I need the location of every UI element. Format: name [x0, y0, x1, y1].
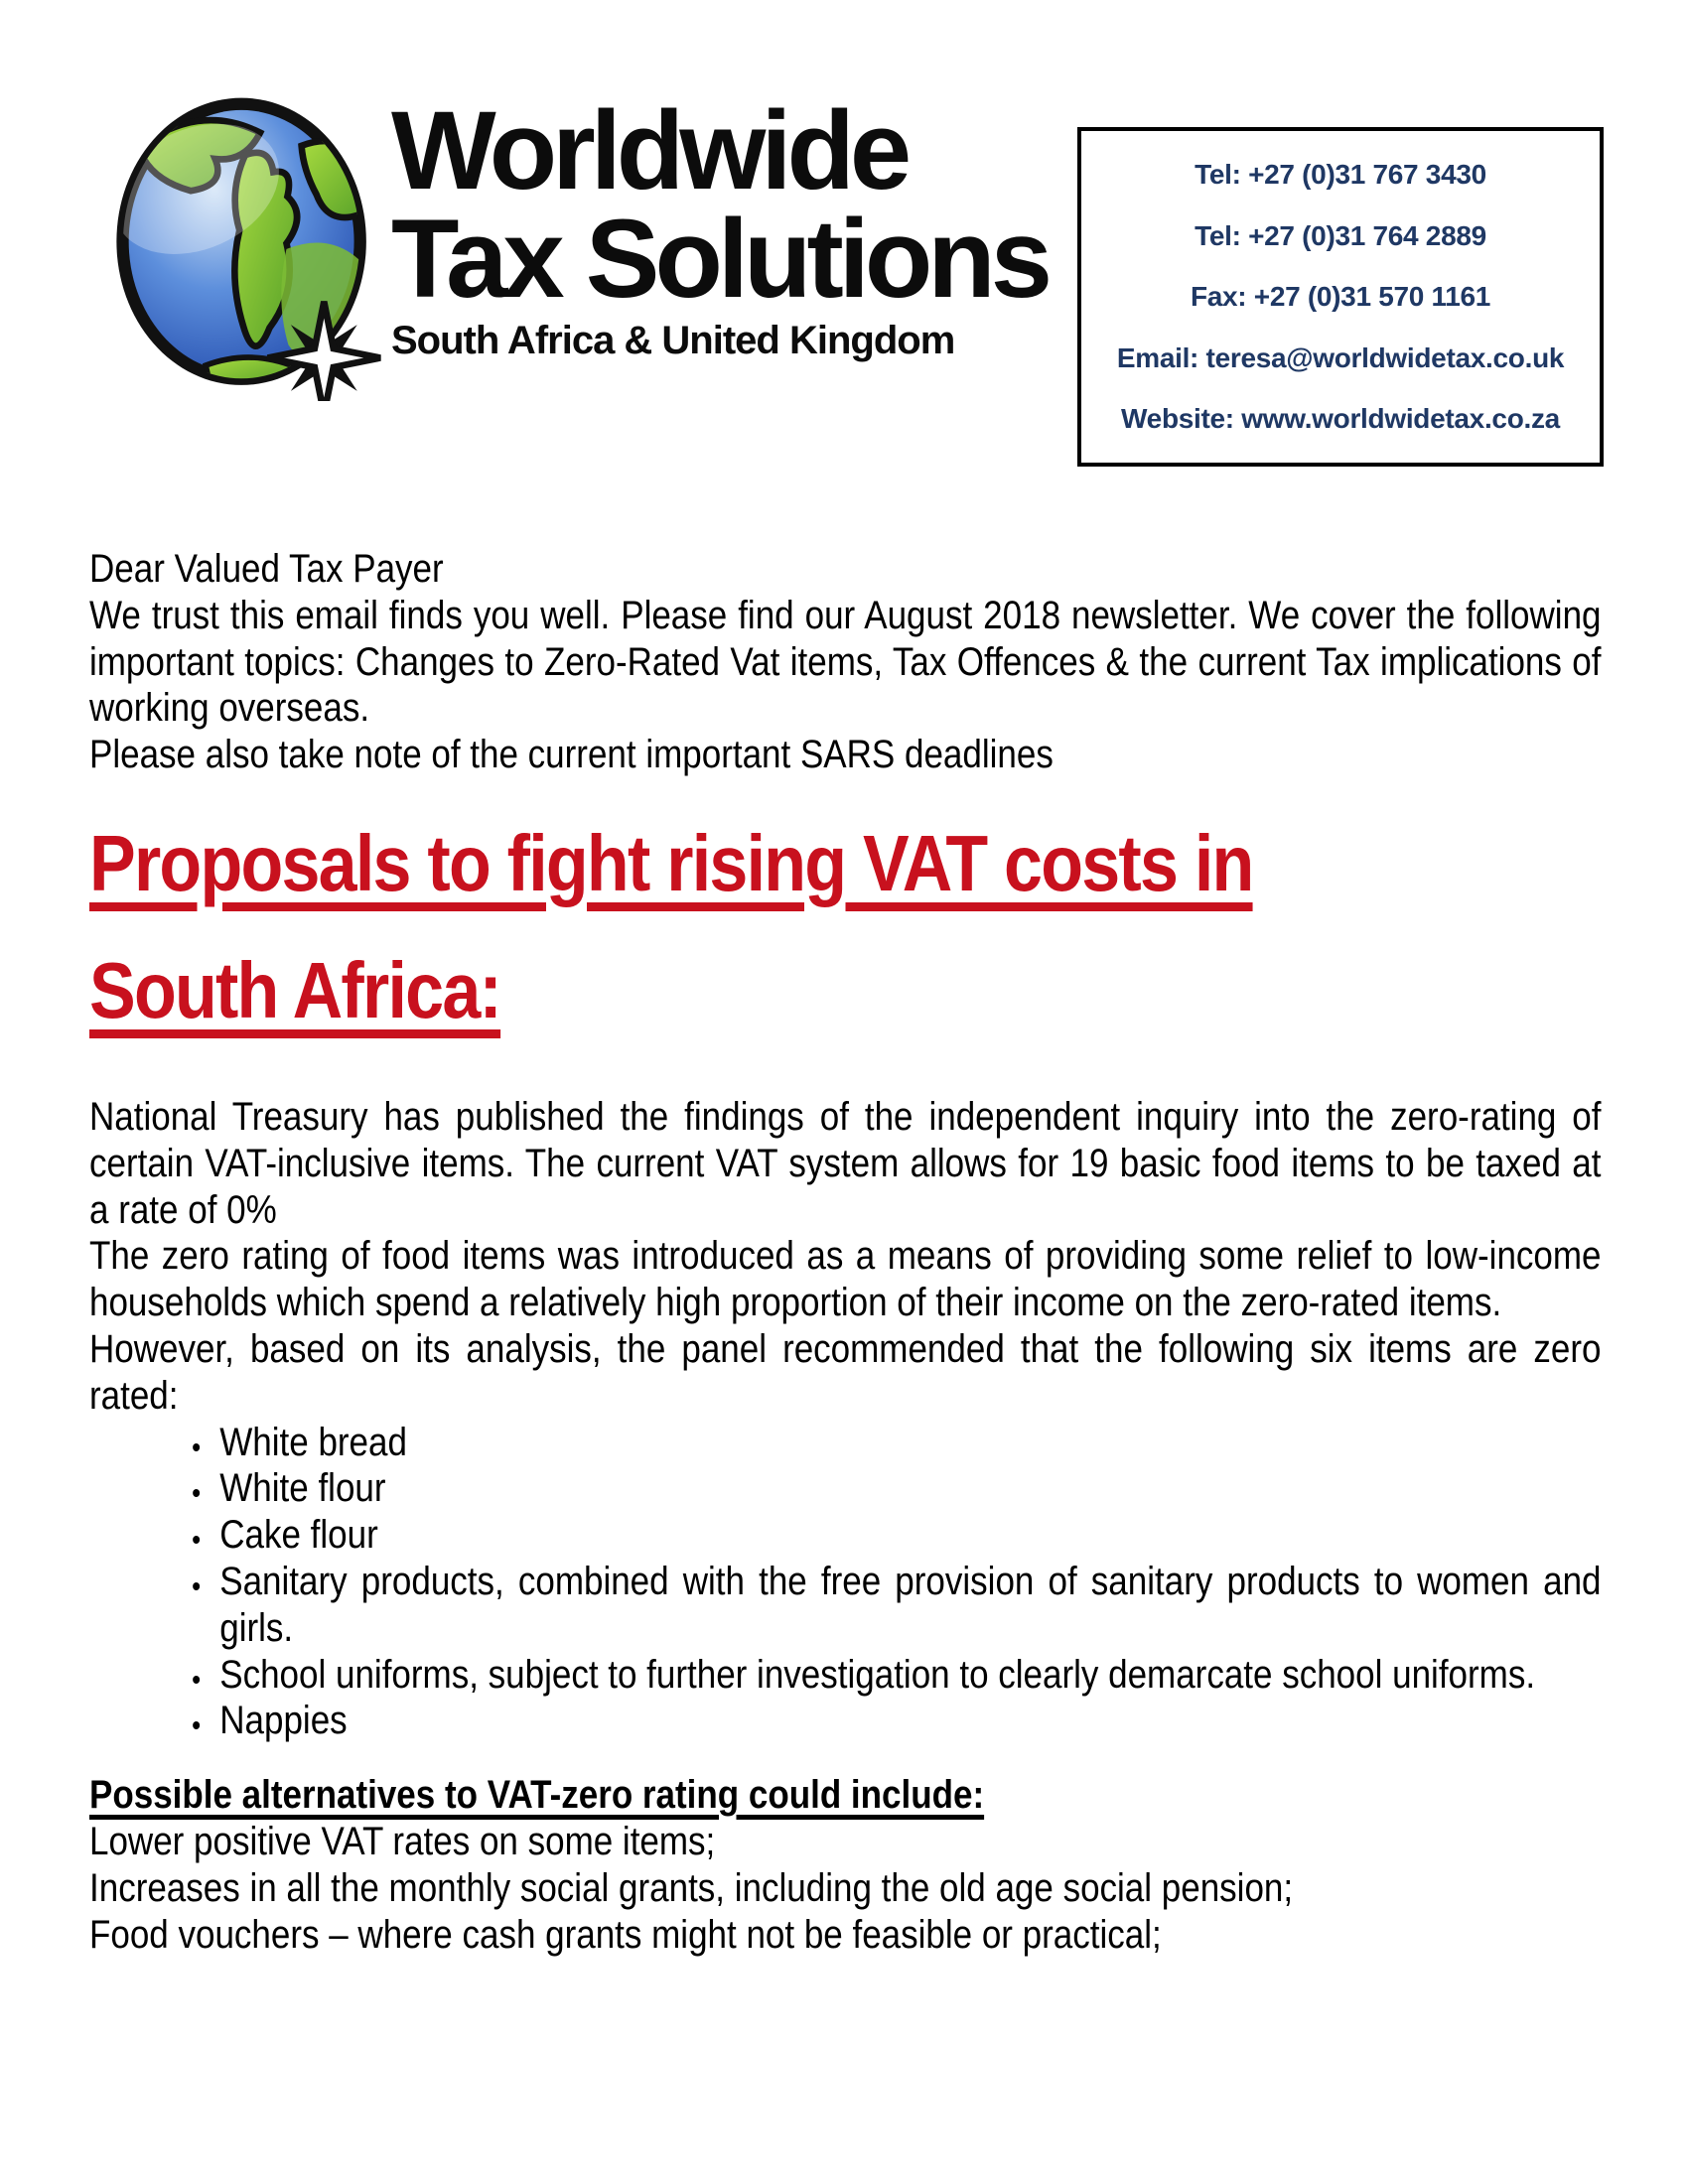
- logo-subtitle: South Africa & United Kingdom: [391, 319, 955, 363]
- list-item: • Sanitary products, combined with the free provision of sanitary products to women and girls.: [212, 1559, 1601, 1652]
- list-item: • White bread: [212, 1420, 1601, 1466]
- logo-title-line2: Tax Solutions: [391, 196, 1048, 321]
- list-item: • Cake flour: [212, 1512, 1601, 1559]
- alternative-item-2: Increases in all the monthly social grants, including the old age social pension;: [89, 1865, 1294, 1910]
- zero-rated-items-list: [89, 1420, 1602, 1745]
- globe-compass-icon: [99, 91, 387, 401]
- logo-text: [391, 88, 1048, 363]
- letter-body: [89, 546, 1602, 1958]
- body-paragraph-1: National Treasury has published the findings of the independent inquiry into the zero-rating of certain VAT-inclusive items. The current VAT system allows for 19 basic food items to be taxed at a rate of 0%: [89, 1094, 1602, 1232]
- list-item: • White flour: [212, 1465, 1601, 1512]
- contact-tel-1: Tel: +27 (0)31 767 3430: [1195, 159, 1486, 190]
- contact-website-link[interactable]: Website: www.worldwidetax.co.za: [1121, 403, 1560, 434]
- main-heading-line2: South Africa:: [89, 945, 501, 1034]
- body-paragraph-2: The zero rating of food items was introduced as a means of providing some relief to low-income households which spend a relatively high proportion of their income on the zero-rated items.: [89, 1234, 1602, 1325]
- contact-tel-2: Tel: +27 (0)31 764 2889: [1195, 219, 1486, 251]
- company-logo: [99, 88, 1048, 401]
- intro-paragraph: We trust this email finds you well. Please find our August 2018 newsletter. We cover the following important topics: Changes to Zero-Rated Vat items, Tax Offences & the current Tax implications of working overseas.: [89, 593, 1602, 731]
- body-paragraph-3: However, based on its analysis, the panel recommended that the following six items are zero rated:: [89, 1326, 1602, 1418]
- main-heading-line1: Proposals to fight rising VAT costs in: [89, 818, 1253, 907]
- contact-fax: Fax: +27 (0)31 570 1161: [1190, 281, 1491, 312]
- list-item: • School uniforms, subject to further investigation to clearly demarcate school uniforms.: [212, 1652, 1601, 1699]
- main-heading: [89, 800, 1602, 1054]
- alternative-item-3: Food vouchers – where cash grants might not be feasible or practical;: [89, 1912, 1162, 1957]
- salutation: Dear Valued Tax Payer: [89, 547, 444, 591]
- alternative-item-1: Lower positive VAT rates on some items;: [89, 1819, 716, 1863]
- contact-info-box: [1077, 127, 1604, 467]
- contact-email-link[interactable]: Email: teresa@worldwidetax.co.uk: [1116, 341, 1565, 373]
- list-item: • Nappies: [212, 1698, 1601, 1744]
- logo-title-line1: Worldwide: [391, 88, 908, 212]
- alternatives-heading: Possible alternatives to VAT-zero rating could include:: [89, 1773, 985, 1818]
- deadline-note: Please also take note of the current important SARS deadlines: [89, 733, 1054, 777]
